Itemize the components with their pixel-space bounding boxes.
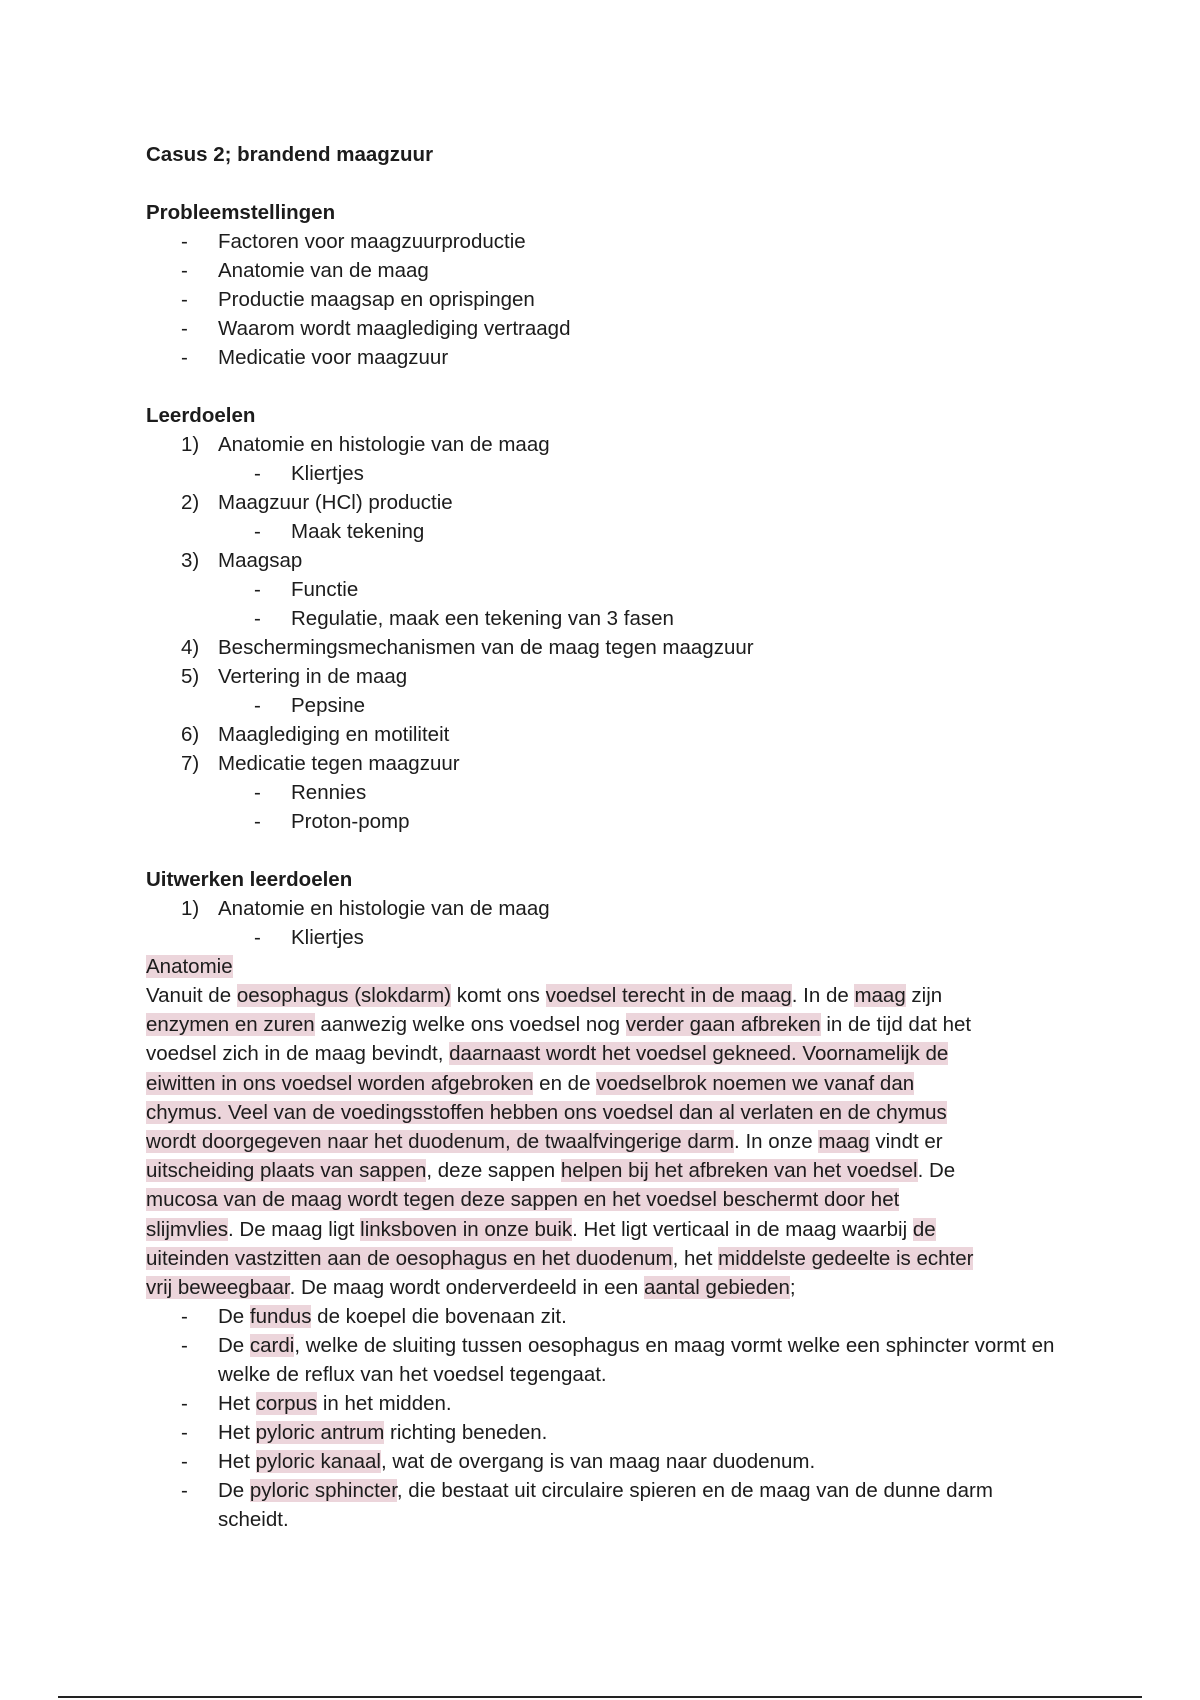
highlighted-text: voedsel terecht in de maag [545,984,792,1007]
list-subitem [146,691,1056,720]
text-segment: Het [218,1450,256,1474]
paragraph-line [146,1215,1056,1244]
list-item-label: Maagsap [218,549,303,572]
highlighted-text: eiwitten in ons voedsel worden afgebroken [146,1071,534,1095]
list-item-label: Medicatie tegen maagzuur [218,752,460,775]
paragraph-line [146,1098,1056,1127]
highlighted-text: maag [854,984,906,1007]
paragraph-line [146,1127,1056,1156]
region-text [146,1302,1056,1331]
list-dash: - [254,926,261,949]
paragraph-line [146,1039,1056,1068]
highlighted-text: de [912,1217,936,1241]
list-dash: - [181,1334,188,1358]
highlighted-text: corpus [255,1392,318,1416]
region-item [146,1302,1056,1331]
highlighted-text: maag [818,1129,870,1153]
region-text [146,1447,1056,1476]
list-dash: - [254,810,261,833]
text-segment: in de tijd dat het [820,1013,972,1037]
document-title: Casus 2; brandend maagzuur [146,143,434,166]
text-segment: , het [672,1246,719,1270]
list-subitem-label: Rennies [291,781,367,804]
highlighted-text: chymus. Veel van de voedingsstoffen hebben ons voedsel dan al verlaten en de chymus [146,1100,947,1124]
list-item [146,227,1056,256]
region-item [146,1476,1056,1534]
list-item [146,633,1056,662]
list-dash: - [254,607,261,630]
leerdoelen-heading: Leerdoelen [146,404,256,427]
regions-list [146,1302,1056,1534]
paragraph-line [146,1185,1056,1214]
list-dash: - [181,346,188,369]
document-page [146,140,1056,1534]
list-item [146,285,1056,314]
uitwerken-subitem [146,923,1056,952]
text-segment: voedsel zich in de maag bevindt, [146,1042,450,1066]
text-segment: Het [218,1392,256,1416]
paragraph-line [146,1244,1056,1273]
highlighted-text: uitscheiding plaats van sappen [146,1159,427,1183]
list-item-label: Waarom wordt maaglediging vertraagd [218,317,571,340]
list-subitem-label: Kliertjes [291,462,364,485]
highlighted-text: wordt doorgegeven naar het duodenum, de twaalfvingerige darm [146,1129,735,1153]
list-number: 1) [181,897,200,920]
list-subitem-label: Maak tekening [291,520,425,543]
list-dash: - [181,288,188,311]
list-subitem-label: Functie [291,578,359,601]
highlighted-text: voedselbrok noemen we vanaf dan [596,1071,915,1095]
highlighted-text: pyloric antrum [255,1421,385,1445]
paragraph-line [146,1069,1056,1098]
paragraph-line [146,1010,1056,1039]
highlighted-text: verder gaan afbreken [625,1013,821,1037]
list-dash: - [254,462,261,485]
highlighted-text: helpen bij het afbreken van het voedsel [560,1159,918,1183]
text-segment: komt ons [451,984,546,1007]
highlighted-text: pyloric kanaal [255,1450,381,1474]
uitwerken-item [146,894,1056,923]
list-subitem [146,459,1056,488]
list-subitem [146,807,1056,836]
text-segment: De [218,1334,250,1358]
list-dash: - [254,578,261,601]
list-dash: - [181,230,188,253]
text-segment: De [218,1305,250,1329]
text-segment: , deze sappen [426,1159,561,1183]
text-segment: . Het ligt verticaal in de maag waarbij [572,1217,913,1241]
list-subitem [146,517,1056,546]
region-text [146,1476,1056,1534]
text-segment: richting beneden. [384,1421,548,1445]
list-item [146,749,1056,778]
list-item-label: Vertering in de maag [218,665,408,688]
highlighted-text: vrij beweegbaar [146,1275,290,1299]
leerdoelen-list [146,430,1056,836]
list-subitem-label: Proton-pomp [291,810,410,833]
text-segment: . In de [791,984,855,1007]
anatomie-label: Anatomie [146,955,233,978]
text-segment: en de [533,1071,597,1095]
region-item [146,1418,1056,1447]
text-segment: , welke de sluiting tussen oesophagus en maag vormt welke een sphincter vormt en welke de reflux van het voedsel tegengaat. [218,1334,1055,1387]
text-segment: Het [218,1421,256,1445]
list-item-label: Factoren voor maagzuurproductie [218,230,526,253]
text-segment: ; [789,1275,796,1299]
list-item [146,662,1056,691]
probleem-list [146,227,1056,372]
list-dash: - [181,259,188,282]
highlighted-text: daarnaast wordt het voedsel gekneed. Voornamelijk de [449,1042,949,1066]
list-number: 4) [181,636,200,659]
text-segment: aanwezig welke ons voedsel nog [314,1013,626,1037]
list-number: 1) [181,433,200,456]
list-number: 5) [181,665,200,688]
anatomie-label-row [146,952,1056,981]
list-subitem [146,604,1056,633]
highlighted-text: enzymen en zuren [146,1013,315,1037]
list-item-label: Beschermingsmechanismen van de maag tegen maagzuur [218,636,754,659]
list-item-label: Anatomie en histologie van de maag [218,897,550,920]
list-subitem-label: Pepsine [291,694,366,717]
region-item [146,1389,1056,1418]
list-item-label: Anatomie van de maag [218,259,429,282]
list-item [146,720,1056,749]
uitwerken-heading: Uitwerken leerdoelen [146,868,353,891]
highlighted-text: uiteinden vastzitten aan de oesophagus en het duodenum [146,1246,673,1270]
list-item-label: Anatomie en histologie van de maag [218,433,550,456]
text-segment: vindt er [869,1129,943,1153]
highlighted-text: pyloric sphincter [249,1479,397,1503]
list-subitem [146,778,1056,807]
text-segment: . De maag ligt [228,1217,361,1241]
list-number: 6) [181,723,200,746]
list-item [146,314,1056,343]
highlighted-text: cardi [249,1334,295,1358]
list-dash: - [254,520,261,543]
paragraph-line [146,1273,1056,1302]
text-segment: de koepel die bovenaan zit. [311,1305,567,1329]
list-item-label: Medicatie voor maagzuur [218,346,449,369]
list-item [146,430,1056,459]
anatomie-paragraph [146,981,1056,1302]
highlighted-text: mucosa van de maag wordt tegen deze sappen en het voedsel beschermt door het [146,1188,900,1212]
highlighted-text: linksboven in onze buik [360,1217,573,1241]
text-segment: Vanuit de [146,984,237,1007]
region-item [146,1447,1056,1476]
text-segment: De [218,1479,250,1503]
highlighted-text: oesophagus (slokdarm) [236,984,452,1007]
highlighted-text: aantal gebieden [644,1275,790,1299]
list-item-label: Productie maagsap en oprispingen [218,288,535,311]
list-item [146,256,1056,285]
list-dash: - [254,781,261,804]
list-subitem [146,575,1056,604]
list-item [146,343,1056,372]
text-segment: zijn [905,984,943,1007]
list-subitem-label: Regulatie, maak een tekening van 3 fasen [291,607,674,630]
list-dash: - [254,694,261,717]
list-dash: - [181,1450,188,1474]
text-segment: . De [917,1159,956,1183]
list-dash: - [181,1421,188,1445]
list-item [146,488,1056,517]
list-dash: - [181,1479,188,1503]
list-number: 7) [181,752,200,775]
list-item-label: Maagzuur (HCl) productie [218,491,453,514]
paragraph-line [146,981,1056,1010]
probleem-heading: Probleemstellingen [146,201,336,224]
text-segment: . De maag wordt onderverdeeld in een [289,1275,644,1299]
list-number: 3) [181,549,200,572]
text-segment: in het midden. [317,1392,452,1416]
list-dash: - [181,1392,188,1416]
highlighted-text: slijmvlies [146,1217,228,1241]
list-subitem-label: Kliertjes [291,926,364,949]
list-item-label: Maaglediging en motiliteit [218,723,450,746]
list-item [146,546,1056,575]
list-number: 2) [181,491,200,514]
footer-divider [58,1696,1142,1698]
highlighted-text: fundus [249,1305,312,1329]
paragraph-line [146,1156,1056,1185]
region-text [146,1331,1056,1389]
text-segment: , wat de overgang is van maag naar duodenum. [380,1450,816,1474]
region-text [146,1418,1056,1447]
list-dash: - [181,317,188,340]
text-segment: . In onze [734,1129,819,1153]
highlighted-text: middelste gedeelte is echter [718,1246,974,1270]
region-text [146,1389,1056,1418]
text-segment: , die bestaat uit circulaire spieren en de maag van de dunne darm scheidt. [218,1479,993,1532]
list-dash: - [181,1305,188,1329]
region-item [146,1331,1056,1389]
